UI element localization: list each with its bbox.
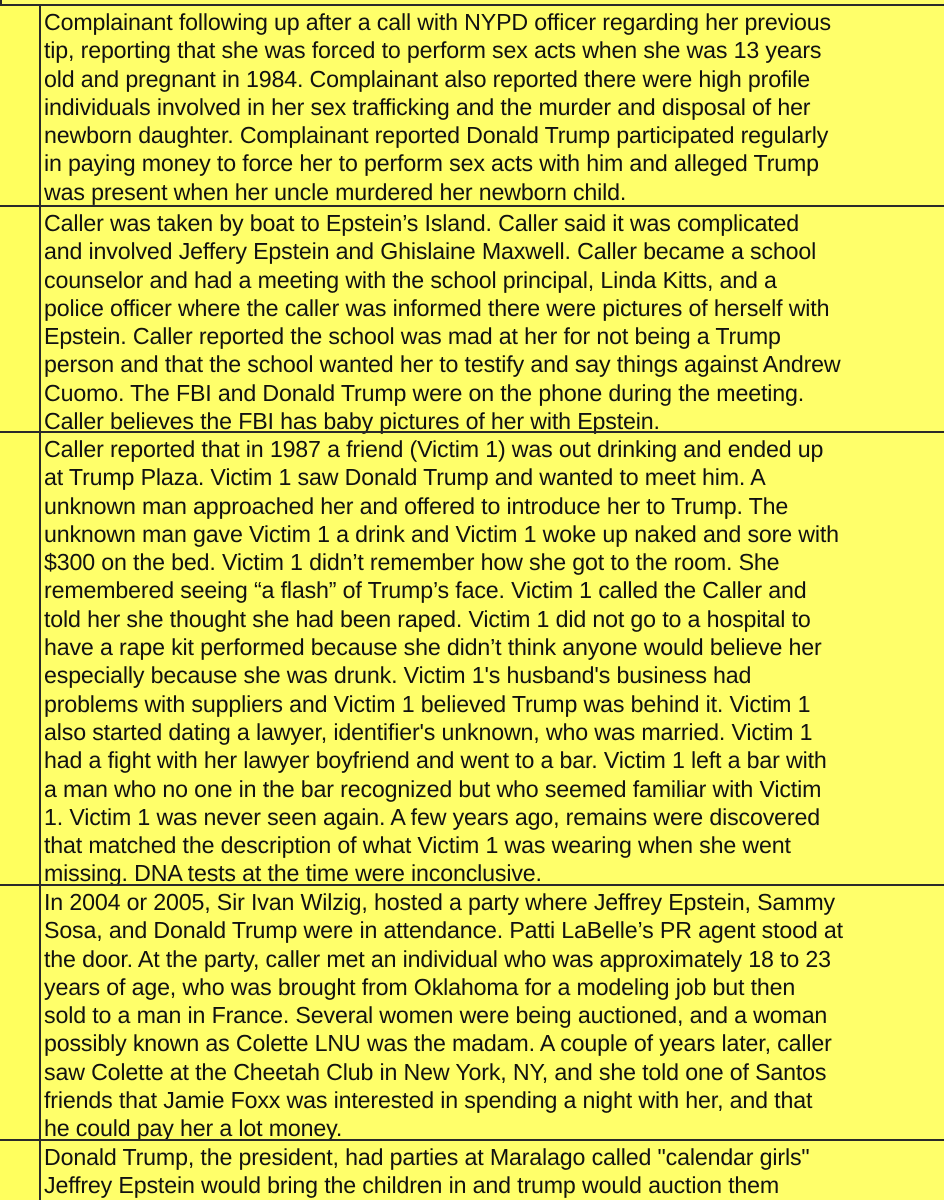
row-number-cell (0, 207, 41, 432)
complaint-text: Caller reported that in 1987 a friend (Victim 1) was out drinking and ended up at Trump Plaza. Victim 1 saw Donald Trump and wanted to meet him. A unknown man approached her and offered to introduce her to Trump. The unknown man gave Victim 1 a drink and Victim 1 woke up naked and sore with $300 on the bed. Victim 1 didn’t remember how she got to the room. She remembered seeing “a flash” of Trump’s face. Victim 1 called the Caller and told her she thought she had been raped. Victim 1 did not go to a hospital to have a rape kit performed because she didn’t think anyone would believe her especially because she was drunk. Victim 1's husband's business had problems with suppliers and Victim 1 believed Trump was behind it. Victim 1 also started dating a lawyer, identifier's unknown, who was married. Victim 1 had a fight with her lawyer boyfriend and went to a bar. Victim 1 left a bar with a man who no one in the bar recognized but who seemed familiar with Victim 1. Victim 1 was never seen again. A few years ago, remains were discovered that matched the description of what Victim 1 was wearing when she went missing. DNA tests at the time were inconclusive. (44, 436, 839, 887)
row-number-cell (0, 433, 41, 885)
table-row (0, 205, 944, 435)
complaint-text: Caller was taken by boat to Epstein’s Island. Caller said it was complicated and involved Jeffery Epstein and Ghislaine Maxwell. Caller became a school counselor and had a meeting with the school principal, Linda Kitts, and a police officer where the caller was informed there were pictures of herself with Epstein. Caller reported the school was mad at her for not being a Trump person and that the school wanted her to testify and say things against Andrew Cuomo. The FBI and Donald Trump were on the phone during the meeting. Caller believes the FBI has baby pictures of her with Epstein. (44, 210, 841, 435)
complaint-text: Complainant following up after a call with NYPD officer regarding her previous tip, reporting that she was forced to perform sex acts when she was 13 years old and pregnant in 1984. Complainant also reported there were high profile individuals involved in her sex trafficking and the murder and disposal of her newborn daughter. Complainant reported Donald Trump participated regularly in paying money to force her to perform sex acts with him and alleged Trump was present when her uncle murdered her newborn child. (44, 9, 831, 205)
row-number-cell (0, 6, 41, 206)
complaint-text: In 2004 or 2005, Sir Ivan Wilzig, hosted a party where Jeffrey Epstein, Sammy Sosa, and Donald Trump were in attendance. Patti LaBelle’s PR agent stood at the door. At the party, caller met an individual who was approximately 18 to 23 years of age, who was brought from Oklahoma for a modeling job but then sold to a man in France. Several women were being auctioned, and a woman possibly known as Colette LNU was the madam. A couple of years later, caller saw Colette at the Cheetah Club in New York, NY, and she told one of Santos friends that Jamie Foxx was interested in spending a night with her, and that he could pay her a lot money. (44, 889, 843, 1142)
row-number-cell (0, 1141, 41, 1200)
table-row (0, 4, 944, 206)
row-number-cell (0, 886, 41, 1140)
complaint-text: Donald Trump, the president, had parties at Maralago called "calendar girls" Jeffrey Epstein would bring the children in and trump would auction them (44, 1144, 810, 1199)
table-row (0, 884, 944, 1140)
table-row (0, 431, 944, 885)
table-row (0, 1139, 944, 1200)
